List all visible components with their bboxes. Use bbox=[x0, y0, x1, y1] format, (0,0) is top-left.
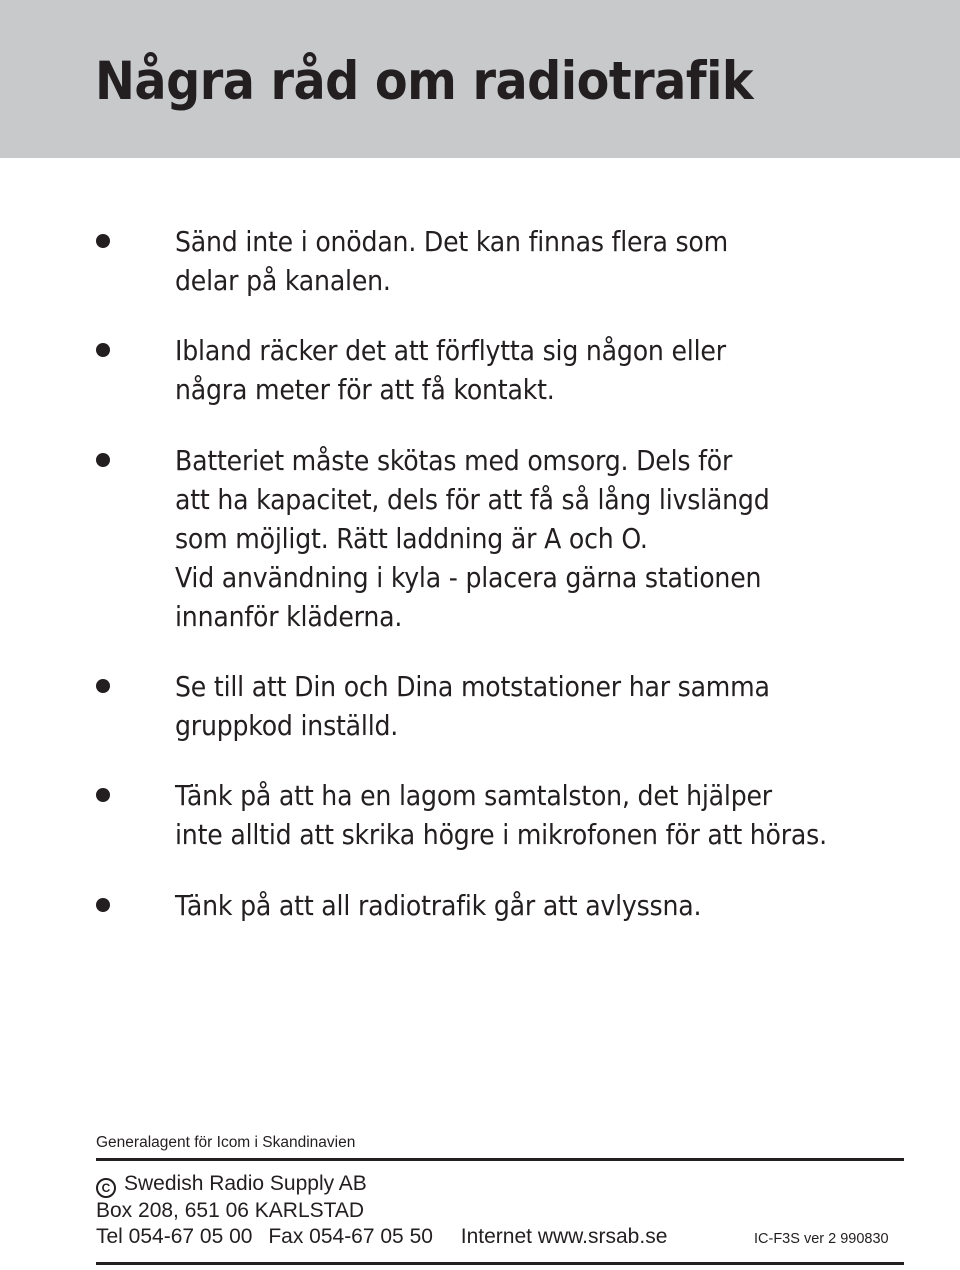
copyright-icon: C bbox=[96, 1178, 116, 1198]
list-item-text: Ibland räcker det att förflytta sig någon eller några meter för att få kontakt. bbox=[175, 334, 726, 406]
bullet-dot-icon bbox=[96, 679, 110, 693]
list-item-text: Tänk på att all radiotrafik går att avlyssna. bbox=[175, 889, 702, 922]
phone-number: Tel 054-67 05 00 bbox=[96, 1225, 253, 1248]
bullet-dot-icon bbox=[96, 343, 110, 357]
list-item-text: Batteriet måste skötas med omsorg. Dels för att ha kapacitet, dels för att få så lång livslängd som möjligt. Rätt laddning är A och O. Vid användning i kyla - placera gärna stationen innanför kläderna. bbox=[175, 444, 770, 633]
list-item-text: Tänk på att ha en lagom samtalston, det hjälper inte alltid att skrika högre i mikrofonen för att höras. bbox=[175, 779, 827, 851]
bullet-dot-icon bbox=[96, 453, 110, 467]
list-item-text: Se till att Din och Dina motstationer har samma gruppkod inställd. bbox=[175, 670, 770, 742]
contact-line bbox=[96, 1224, 667, 1250]
bullet-dot-icon bbox=[96, 788, 110, 802]
page-title: Några råd om radiotrafik bbox=[95, 51, 754, 112]
address-line: Box 208, 651 06 KARLSTAD bbox=[96, 1199, 365, 1222]
fax-number: Fax 054-67 05 50 bbox=[268, 1225, 433, 1248]
general-agent-note: Generalagent för Icom i Skandinavien bbox=[96, 1134, 356, 1151]
website-link[interactable]: Internet www.srsab.se bbox=[460, 1225, 668, 1248]
header-band bbox=[0, 0, 960, 158]
bullet-dot-icon bbox=[96, 234, 110, 248]
list-item-text: Sänd inte i onödan. Det kan finnas flera som delar på kanalen. bbox=[175, 225, 728, 297]
company-line bbox=[96, 1171, 367, 1198]
version-code: IC-F3S ver 2 990830 bbox=[754, 1231, 889, 1247]
company-name: Swedish Radio Supply AB bbox=[124, 1172, 367, 1195]
footer-divider-bottom bbox=[96, 1262, 904, 1265]
footer-divider-top bbox=[96, 1158, 904, 1161]
bullet-dot-icon bbox=[96, 898, 110, 912]
